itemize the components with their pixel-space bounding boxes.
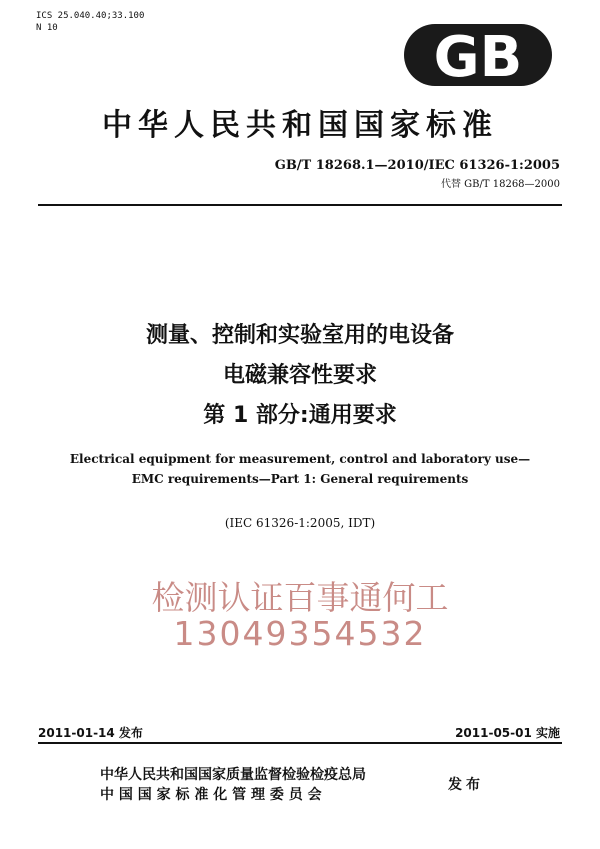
implementation-date: 2011-05-01 实施 <box>455 726 560 740</box>
header-divider <box>38 204 562 206</box>
en-title-line1: Electrical equipment for measurement, control and laboratory use— <box>69 452 531 466</box>
identical-note: (IEC 61326-1:2005, IDT) <box>224 516 376 530</box>
gb-logo <box>402 20 554 90</box>
publish-label: 发布 <box>448 777 484 793</box>
cn-title-line1: 测量、控制和实验室用的电设备 <box>145 323 454 348</box>
footer-divider <box>38 742 562 744</box>
standard-number: GB/T 18268.1—2010/IEC 61326-1:2005 <box>274 158 560 173</box>
classification-codes <box>36 10 144 34</box>
cn-title-line2: 电磁兼容性要求 <box>222 363 377 388</box>
ccs-code: N 10 <box>36 23 58 33</box>
gb-logo-text: GB <box>433 25 523 90</box>
issuer-line2: 中 国 国 家 标 准 化 管 理 委 员 会 <box>100 787 322 803</box>
en-title-line2: EMC requirements—Part 1: General requirements <box>131 472 469 486</box>
standard-title: 中华人民共和国国家标准 <box>102 108 498 143</box>
cn-title-line3: 第 1 部分:通用要求 <box>203 403 397 428</box>
replaces-note: 代替 GB/T 18268—2000 <box>441 179 560 190</box>
watermark-line2: 13049354532 <box>173 614 427 653</box>
watermark-line1: 检测认证百事通何工 <box>151 578 449 617</box>
ics-code: ICS 25.040.40;33.100 <box>36 11 145 21</box>
issue-date: 2011-01-14 发布 <box>38 726 143 740</box>
issuer-line1: 中华人民共和国国家质量监督检验检疫总局 <box>100 767 366 783</box>
